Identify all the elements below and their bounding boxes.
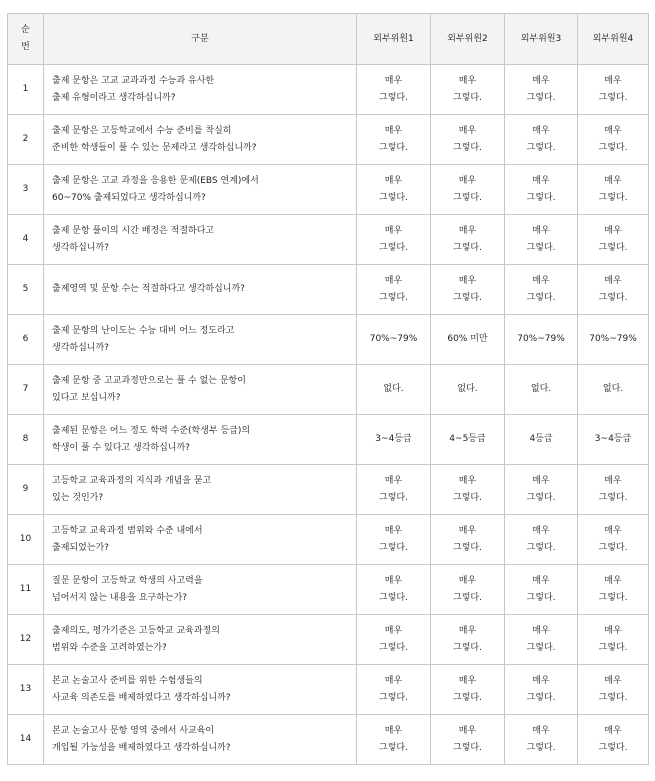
answer-cell-member-1: 매우 그렇다.: [357, 265, 431, 315]
question-cell: 출제 문항은 고교 교과과정 수능과 유사한 출제 유형이라고 생각하십니까?: [44, 65, 357, 115]
row-number: 14: [8, 715, 44, 765]
answer-cell-member-1: 매우 그렇다.: [357, 615, 431, 665]
answer-cell-member-1: 매우 그렇다.: [357, 465, 431, 515]
answer-cell-member-2: 없다.: [431, 365, 505, 415]
table-row: [8, 315, 649, 365]
question-cell: 본교 논술고사 문항 영역 중에서 사교육이 개입될 가능성을 배제하였다고 생각하십니까?: [44, 715, 357, 765]
answer-cell-member-4: 매우 그렇다.: [578, 515, 649, 565]
answer-cell-member-4: 매우 그렇다.: [578, 715, 649, 765]
table-row: [8, 715, 649, 765]
answer-cell-member-4: 3~4등급: [578, 415, 649, 465]
answer-cell-member-3: 매우 그렇다.: [505, 465, 578, 515]
answer-cell-member-3: 매우 그렇다.: [505, 265, 578, 315]
answer-cell-member-4: 매우 그렇다.: [578, 165, 649, 215]
table-row: [8, 265, 649, 315]
header-row: [8, 14, 649, 65]
answer-cell-member-4: 매우 그렇다.: [578, 215, 649, 265]
question-cell: 출제영역 및 문항 수는 적절하다고 생각하십니까?: [44, 265, 357, 315]
question-cell: 출제된 문항은 어느 정도 학력 수준(학생부 등급)의 학생이 풀 수 있다고 생각하십니까?: [44, 415, 357, 465]
row-number: 11: [8, 565, 44, 615]
answer-cell-member-4: 매우 그렇다.: [578, 615, 649, 665]
answer-cell-member-3: 매우 그렇다.: [505, 115, 578, 165]
answer-cell-member-2: 매우 그렇다.: [431, 465, 505, 515]
answer-cell-member-1: 매우 그렇다.: [357, 165, 431, 215]
header-member-4: 외부위원4: [578, 14, 649, 65]
row-number: 3: [8, 165, 44, 215]
table-header: [8, 14, 649, 65]
answer-cell-member-2: 매우 그렇다.: [431, 215, 505, 265]
answer-cell-member-2: 매우 그렇다.: [431, 165, 505, 215]
question-cell: 본교 논술고사 준비를 위한 수험생들의 사교육 의존도를 배제하였다고 생각하십니까?: [44, 665, 357, 715]
answer-cell-member-4: 70%~79%: [578, 315, 649, 365]
question-cell: 출제 문항은 고등학교에서 수능 준비를 착실히 준비한 학생들이 풀 수 있는 문제라고 생각하십니까?: [44, 115, 357, 165]
table-body: [8, 65, 649, 765]
answer-cell-member-4: 매우 그렇다.: [578, 465, 649, 515]
row-number: 10: [8, 515, 44, 565]
answer-cell-member-2: 매우 그렇다.: [431, 265, 505, 315]
answer-cell-member-1: 매우 그렇다.: [357, 565, 431, 615]
answer-cell-member-3: 4등급: [505, 415, 578, 465]
table-row: [8, 465, 649, 515]
answer-cell-member-3: 매우 그렇다.: [505, 565, 578, 615]
row-number: 9: [8, 465, 44, 515]
answer-cell-member-4: 없다.: [578, 365, 649, 415]
answer-cell-member-2: 매우 그렇다.: [431, 565, 505, 615]
table-row: [8, 165, 649, 215]
question-cell: 고등학교 교육과정 범위와 수준 내에서 출제되었는가?: [44, 515, 357, 565]
answer-cell-member-3: 매우 그렇다.: [505, 165, 578, 215]
answer-cell-member-1: 없다.: [357, 365, 431, 415]
table-row: [8, 515, 649, 565]
answer-cell-member-3: 없다.: [505, 365, 578, 415]
answer-cell-member-3: 매우 그렇다.: [505, 65, 578, 115]
answer-cell-member-4: 매우 그렇다.: [578, 65, 649, 115]
answer-cell-member-4: 매우 그렇다.: [578, 265, 649, 315]
question-cell: 출제의도, 평가기준은 고등학교 교육과정의 범위와 수준을 고려하였는가?: [44, 615, 357, 665]
answer-cell-member-2: 매우 그렇다.: [431, 665, 505, 715]
table-row: [8, 115, 649, 165]
answer-cell-member-4: 매우 그렇다.: [578, 115, 649, 165]
header-category: 구분: [44, 14, 357, 65]
table-row: [8, 665, 649, 715]
question-cell: 출제 문항은 고교 과정을 응용한 문제(EBS 연계)에서 60~70% 출제되었다고 생각하십니까?: [44, 165, 357, 215]
header-member-2: 외부위원2: [431, 14, 505, 65]
row-number: 6: [8, 315, 44, 365]
answer-cell-member-2: 매우 그렇다.: [431, 615, 505, 665]
row-number: 5: [8, 265, 44, 315]
answer-cell-member-2: 매우 그렇다.: [431, 515, 505, 565]
header-member-3: 외부위원3: [505, 14, 578, 65]
table-row: [8, 65, 649, 115]
row-number: 7: [8, 365, 44, 415]
row-number: 13: [8, 665, 44, 715]
question-cell: 질문 문항이 고등학교 학생의 사고력을 넘어서지 않는 내용을 요구하는가?: [44, 565, 357, 615]
answer-cell-member-3: 매우 그렇다.: [505, 515, 578, 565]
answer-cell-member-4: 매우 그렇다.: [578, 665, 649, 715]
answer-cell-member-3: 70%~79%: [505, 315, 578, 365]
table-row: [8, 415, 649, 465]
question-cell: 출제 문항의 난이도는 수능 대비 어느 정도라고 생각하십니까?: [44, 315, 357, 365]
answer-cell-member-3: 매우 그렇다.: [505, 215, 578, 265]
row-number: 2: [8, 115, 44, 165]
answer-cell-member-3: 매우 그렇다.: [505, 615, 578, 665]
header-member-1: 외부위원1: [357, 14, 431, 65]
survey-table: [7, 13, 649, 765]
answer-cell-member-2: 매우 그렇다.: [431, 115, 505, 165]
answer-cell-member-1: 매우 그렇다.: [357, 65, 431, 115]
answer-cell-member-1: 매우 그렇다.: [357, 215, 431, 265]
answer-cell-member-2: 4~5등급: [431, 415, 505, 465]
question-cell: 고등학교 교육과정의 지식과 개념을 묻고 있는 것인가?: [44, 465, 357, 515]
row-number: 4: [8, 215, 44, 265]
answer-cell-member-3: 매우 그렇다.: [505, 665, 578, 715]
table-row: [8, 365, 649, 415]
answer-cell-member-1: 매우 그렇다.: [357, 515, 431, 565]
answer-cell-member-2: 매우 그렇다.: [431, 65, 505, 115]
row-number: 1: [8, 65, 44, 115]
header-num: 순 번: [8, 14, 44, 65]
answer-cell-member-1: 매우 그렇다.: [357, 715, 431, 765]
answer-cell-member-1: 70%~79%: [357, 315, 431, 365]
answer-cell-member-1: 매우 그렇다.: [357, 115, 431, 165]
answer-cell-member-2: 60% 미만: [431, 315, 505, 365]
answer-cell-member-2: 매우 그렇다.: [431, 715, 505, 765]
question-cell: 출제 문항 풀이의 시간 배정은 적절하다고 생각하십니까?: [44, 215, 357, 265]
table-row: [8, 565, 649, 615]
row-number: 12: [8, 615, 44, 665]
answer-cell-member-4: 매우 그렇다.: [578, 565, 649, 615]
table-row: [8, 215, 649, 265]
answer-cell-member-3: 매우 그렇다.: [505, 715, 578, 765]
table-row: [8, 615, 649, 665]
question-cell: 출제 문항 중 고교과정만으로는 풀 수 없는 문항이 있다고 보십니까?: [44, 365, 357, 415]
answer-cell-member-1: 3~4등급: [357, 415, 431, 465]
answer-cell-member-1: 매우 그렇다.: [357, 665, 431, 715]
row-number: 8: [8, 415, 44, 465]
